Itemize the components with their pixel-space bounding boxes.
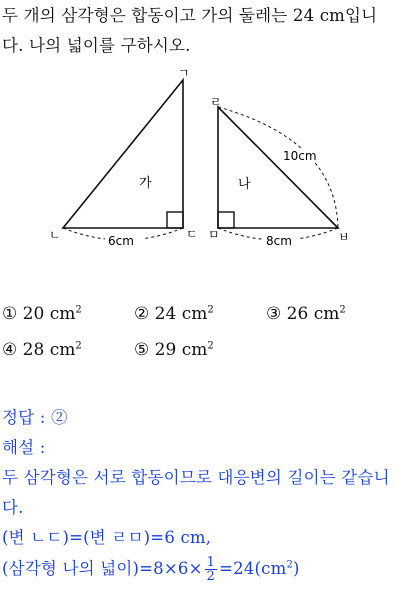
side-8cm-label: 8cm (266, 234, 292, 248)
vertex-rieul: ㄹ (210, 95, 222, 109)
choice-1-value: 20 (22, 304, 45, 324)
choice-5-number: ⑤ (134, 340, 150, 360)
choice-2[interactable] (134, 304, 214, 324)
choice-3-exponent: 2 (339, 304, 346, 316)
explanation-line-2: 다. (2, 498, 24, 517)
fraction-denominator: 2 (206, 569, 216, 584)
triangle-na (218, 107, 338, 228)
choice-3-unit: cm (313, 304, 340, 324)
choice-4-value: 28 (22, 340, 45, 360)
explanation-label: 해설 : (2, 438, 46, 457)
right-angle-mark-ga (167, 212, 183, 228)
explanation-line-3: (변 ㄴㄷ)=(변 ㄹㅁ)=6 cm, (2, 528, 212, 547)
area-formula-close: ) (293, 559, 300, 578)
area-unit-exponent: 2 (286, 559, 294, 571)
choice-2-value: 24 (154, 304, 177, 324)
vertex-bieup: ㅂ (338, 230, 350, 244)
vertex-giyeok: ㄱ (178, 66, 190, 80)
triangle-ga (63, 80, 183, 228)
choice-2-number: ② (134, 304, 150, 324)
choice-5-unit: cm (181, 340, 208, 360)
area-formula-prefix: (삼각형 나의 넓이)=8×6× (2, 559, 203, 578)
fraction-one-half (205, 556, 217, 583)
answer-value: ② (50, 408, 68, 427)
choice-4-unit: cm (49, 340, 76, 360)
choice-1-unit: cm (49, 304, 76, 324)
choice-1-exponent: 2 (75, 304, 82, 316)
fraction-numerator: 1 (206, 555, 216, 570)
right-angle-mark-na (218, 212, 234, 228)
triangle-na-label: 나 (238, 177, 251, 192)
choice-2-unit: cm (181, 304, 208, 324)
choice-1-number: ① (2, 304, 18, 324)
choice-1[interactable] (2, 304, 82, 324)
choice-3-number: ③ (266, 304, 282, 324)
choice-2-exponent: 2 (207, 304, 214, 316)
explanation-line-4 (2, 555, 300, 583)
vertex-digeut: ㄷ (186, 227, 198, 241)
choice-4[interactable] (2, 340, 82, 360)
answer-line (2, 404, 68, 428)
triangle-ga-label: 가 (139, 176, 152, 191)
answer-label: 정답 : (2, 408, 46, 427)
area-formula-suffix: =24(cm (219, 559, 287, 578)
choice-4-number: ④ (2, 340, 18, 360)
choice-5-value: 29 (154, 340, 177, 360)
choice-5[interactable] (134, 340, 214, 360)
vertex-mieum: ㅁ (208, 228, 220, 242)
choice-3[interactable] (266, 304, 346, 324)
choice-5-exponent: 2 (207, 340, 214, 352)
choice-4-exponent: 2 (75, 340, 82, 352)
side-6cm-label: 6cm (108, 234, 134, 248)
question-line-1: 두 개의 삼각형은 합동이고 가의 둘레는 24 cm입니 (2, 6, 378, 25)
choice-3-value: 26 (286, 304, 309, 324)
explanation-line-1: 두 삼각형은 서로 합동이므로 대응변의 길이는 같습니 (2, 468, 390, 487)
question-line-2: 다. 나의 넓이를 구하시오. (2, 36, 191, 55)
vertex-nieun: ㄴ (49, 228, 61, 242)
hyp-10cm-label: 10cm (283, 149, 317, 163)
triangles-figure (0, 60, 400, 260)
